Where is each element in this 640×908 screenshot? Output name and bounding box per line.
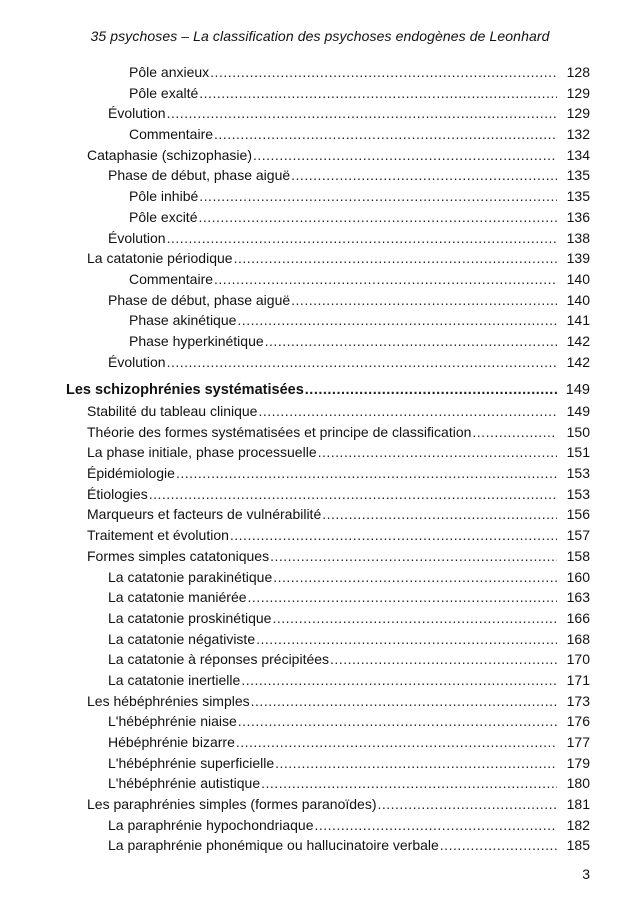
toc-entry xyxy=(0,248,640,269)
toc-entry-title: Phase akinétique xyxy=(129,312,237,329)
toc-entry xyxy=(0,691,640,712)
toc-entry xyxy=(0,463,640,484)
toc-entry-page: 142 xyxy=(566,332,590,349)
toc-entry xyxy=(0,525,640,546)
toc-entry-title: Marqueurs et facteurs de vulnérabilité xyxy=(87,506,322,523)
toc-entry-page: 135 xyxy=(566,188,590,205)
toc-entry xyxy=(0,124,640,145)
dot-leader xyxy=(261,773,557,794)
toc-entry xyxy=(0,587,640,608)
toc-entry-page: 177 xyxy=(566,734,590,750)
toc-entry xyxy=(0,773,640,794)
dot-leader xyxy=(167,352,557,373)
dot-leader xyxy=(377,794,557,815)
toc-entry-page: 140 xyxy=(566,270,590,287)
dot-leader xyxy=(234,248,557,269)
dot-leader xyxy=(291,290,557,311)
toc-entry-title: La phase initiale, phase processuelle xyxy=(87,444,317,461)
dot-leader xyxy=(440,835,557,856)
toc-entry-page: 128 xyxy=(566,64,590,80)
toc-entry-title: L'hébéphrénie niaise xyxy=(108,713,237,730)
dot-leader xyxy=(167,103,557,124)
toc-entry-page: 156 xyxy=(566,506,590,523)
toc-entry-title: Traitement et évolution xyxy=(87,527,229,544)
toc-entry xyxy=(0,608,640,629)
toc-entry xyxy=(0,207,640,228)
toc-entry-page: 163 xyxy=(566,589,590,606)
toc-entry xyxy=(0,103,640,124)
toc-entry-title: Étiologies xyxy=(87,485,148,502)
dot-leader xyxy=(248,587,557,608)
toc-entry-page: 138 xyxy=(566,229,590,246)
toc-entry xyxy=(0,228,640,249)
toc-entry-page: 182 xyxy=(566,816,590,833)
toc-entry-page: 135 xyxy=(566,167,590,184)
toc-entry-title: La catatonie inertielle xyxy=(108,671,241,688)
toc-entry-title: L'hébéphrénie superficielle xyxy=(108,754,275,771)
toc-entry xyxy=(0,711,640,732)
toc-entry xyxy=(0,62,640,83)
toc-entry-title: Pôle exalté xyxy=(129,84,199,101)
toc-entry-page: 151 xyxy=(566,444,590,461)
toc-entry xyxy=(0,794,640,815)
dot-leader xyxy=(198,207,557,228)
toc-entry-page: 166 xyxy=(566,609,590,626)
toc-entry-page: 139 xyxy=(566,250,590,267)
toc-entry-title: Pôle anxieux xyxy=(129,64,210,80)
dot-leader xyxy=(253,145,557,166)
toc-entry xyxy=(0,145,640,166)
toc-entry xyxy=(0,815,640,836)
toc-entry-page: 185 xyxy=(566,837,590,854)
dot-leader xyxy=(273,567,557,588)
toc-entry-title: La paraphrénie hypochondriaque xyxy=(108,816,314,833)
toc-entry xyxy=(0,504,640,525)
toc-entry-title: L'hébéphrénie autistique xyxy=(108,775,261,792)
dot-leader xyxy=(270,546,557,567)
dot-leader xyxy=(210,62,557,83)
toc-entry xyxy=(0,352,640,373)
dot-leader xyxy=(241,670,557,691)
toc-entry xyxy=(0,401,640,422)
toc-entry-page: 179 xyxy=(566,754,590,771)
toc-entry-title: Formes simples catatoniques xyxy=(87,547,270,564)
toc-entry xyxy=(0,380,640,401)
running-header: 35 psychoses – La classification des psychoses endogènes de Leonhard xyxy=(90,28,550,44)
dot-leader xyxy=(238,711,557,732)
toc-entry xyxy=(0,567,640,588)
toc-entry-page: 170 xyxy=(566,651,590,668)
toc-entry-title: Les paraphrénies simples (formes paranoïdes) xyxy=(87,796,377,813)
toc-entry-title: Commentaire xyxy=(129,270,214,287)
toc-entry-title: Les hébéphrénies simples xyxy=(87,692,250,709)
dot-leader xyxy=(236,732,557,753)
dot-leader xyxy=(315,815,558,836)
toc-entry xyxy=(0,649,640,670)
toc-entry xyxy=(0,753,640,774)
dot-leader xyxy=(251,691,557,712)
toc-entry-title: Pôle inhibé xyxy=(129,188,199,205)
toc-entry-title: Évolution xyxy=(108,229,166,246)
dot-leader xyxy=(322,504,557,525)
dot-leader xyxy=(230,525,557,546)
toc-entry-page: 168 xyxy=(566,630,590,647)
toc-entry-page: 160 xyxy=(566,568,590,585)
toc-entry xyxy=(0,835,640,856)
toc-entry-page: 140 xyxy=(566,291,590,308)
toc-entry-page: 150 xyxy=(566,423,590,440)
toc-entry xyxy=(0,670,640,691)
toc-entry-page: 181 xyxy=(566,796,590,813)
dot-leader xyxy=(167,228,557,249)
toc-entry-page: 142 xyxy=(566,353,590,370)
toc-entry-page: 180 xyxy=(566,775,590,792)
dot-leader xyxy=(256,629,557,650)
toc-entry-title: La catatonie périodique xyxy=(87,250,233,267)
dot-leader xyxy=(214,124,557,145)
dot-leader xyxy=(472,422,557,443)
toc-entry-title: Phase de début, phase aiguë xyxy=(108,167,291,184)
toc-entry-title: Cataphasie (schizophasie) xyxy=(87,146,252,163)
dot-leader xyxy=(199,83,557,104)
toc-entry-page: 173 xyxy=(566,692,590,709)
toc-entry-title: Les schizophrénies systématisées xyxy=(66,382,304,399)
toc-entry xyxy=(0,186,640,207)
dot-leader xyxy=(291,165,557,186)
toc-entry-title: Phase de début, phase aiguë xyxy=(108,291,291,308)
toc-entry-page: 171 xyxy=(566,671,590,688)
toc-entry-title: La catatonie parakinétique xyxy=(108,568,273,585)
toc-entry xyxy=(0,546,640,567)
dot-leader xyxy=(214,269,557,290)
toc-entry xyxy=(0,310,640,331)
dot-leader xyxy=(265,331,557,352)
toc-entry-title: Épidémiologie xyxy=(87,465,175,482)
toc-entry-title: Pôle excité xyxy=(129,208,198,225)
toc-entry xyxy=(0,290,640,311)
dot-leader xyxy=(330,649,557,670)
dot-leader xyxy=(199,186,557,207)
toc-entry-page: 158 xyxy=(566,547,590,564)
toc-entry-title: Évolution xyxy=(108,353,166,370)
page-number: 3 xyxy=(582,866,590,882)
toc-entry-page: 176 xyxy=(566,713,590,730)
dot-leader xyxy=(305,380,557,401)
toc-entry-title: Évolution xyxy=(108,105,166,122)
dot-leader xyxy=(176,463,557,484)
toc-entry-page: 149 xyxy=(566,403,590,419)
toc-entry-page: 136 xyxy=(566,208,590,225)
toc-entry-page: 129 xyxy=(566,84,590,101)
toc-entry-page: 153 xyxy=(566,485,590,502)
table-of-contents xyxy=(0,62,640,856)
toc-entry xyxy=(0,331,640,352)
toc-entry-page: 149 xyxy=(565,382,590,399)
toc-entry xyxy=(0,422,640,443)
toc-entry-title: La catatonie négativiste xyxy=(108,630,256,647)
dot-leader xyxy=(272,608,557,629)
toc-entry xyxy=(0,83,640,104)
toc-entry xyxy=(0,269,640,290)
toc-entry xyxy=(0,165,640,186)
toc-entry xyxy=(0,442,640,463)
toc-entry-title: La catatonie proskinétique xyxy=(108,609,272,626)
dot-leader xyxy=(275,753,557,774)
toc-entry-title: La catatonie à réponses précipitées xyxy=(108,651,330,668)
toc-entry-page: 141 xyxy=(566,312,590,329)
toc-entry-page: 157 xyxy=(566,527,590,544)
toc-entry-page: 153 xyxy=(566,465,590,482)
toc-entry-title: Stabilité du tableau clinique xyxy=(87,403,258,419)
toc-entry-page: 132 xyxy=(566,126,590,143)
toc-entry-title: Hébéphrénie bizarre xyxy=(108,734,235,750)
toc-entry-page: 134 xyxy=(566,146,590,163)
toc-entry xyxy=(0,629,640,650)
toc-entry-title: Phase hyperkinétique xyxy=(129,332,264,349)
toc-entry xyxy=(0,484,640,505)
dot-leader xyxy=(149,484,557,505)
dot-leader xyxy=(318,442,557,463)
toc-entry-title: La paraphrénie phonémique ou hallucinatoire verbale xyxy=(108,837,439,854)
toc-entry-title: Théorie des formes systématisées et principe de classification xyxy=(87,423,472,440)
dot-leader xyxy=(237,310,557,331)
toc-entry-title: Commentaire xyxy=(129,126,214,143)
dot-leader xyxy=(258,401,557,422)
toc-entry-page: 129 xyxy=(566,105,590,122)
toc-entry xyxy=(0,732,640,753)
toc-entry-title: La catatonie maniérée xyxy=(108,589,247,606)
